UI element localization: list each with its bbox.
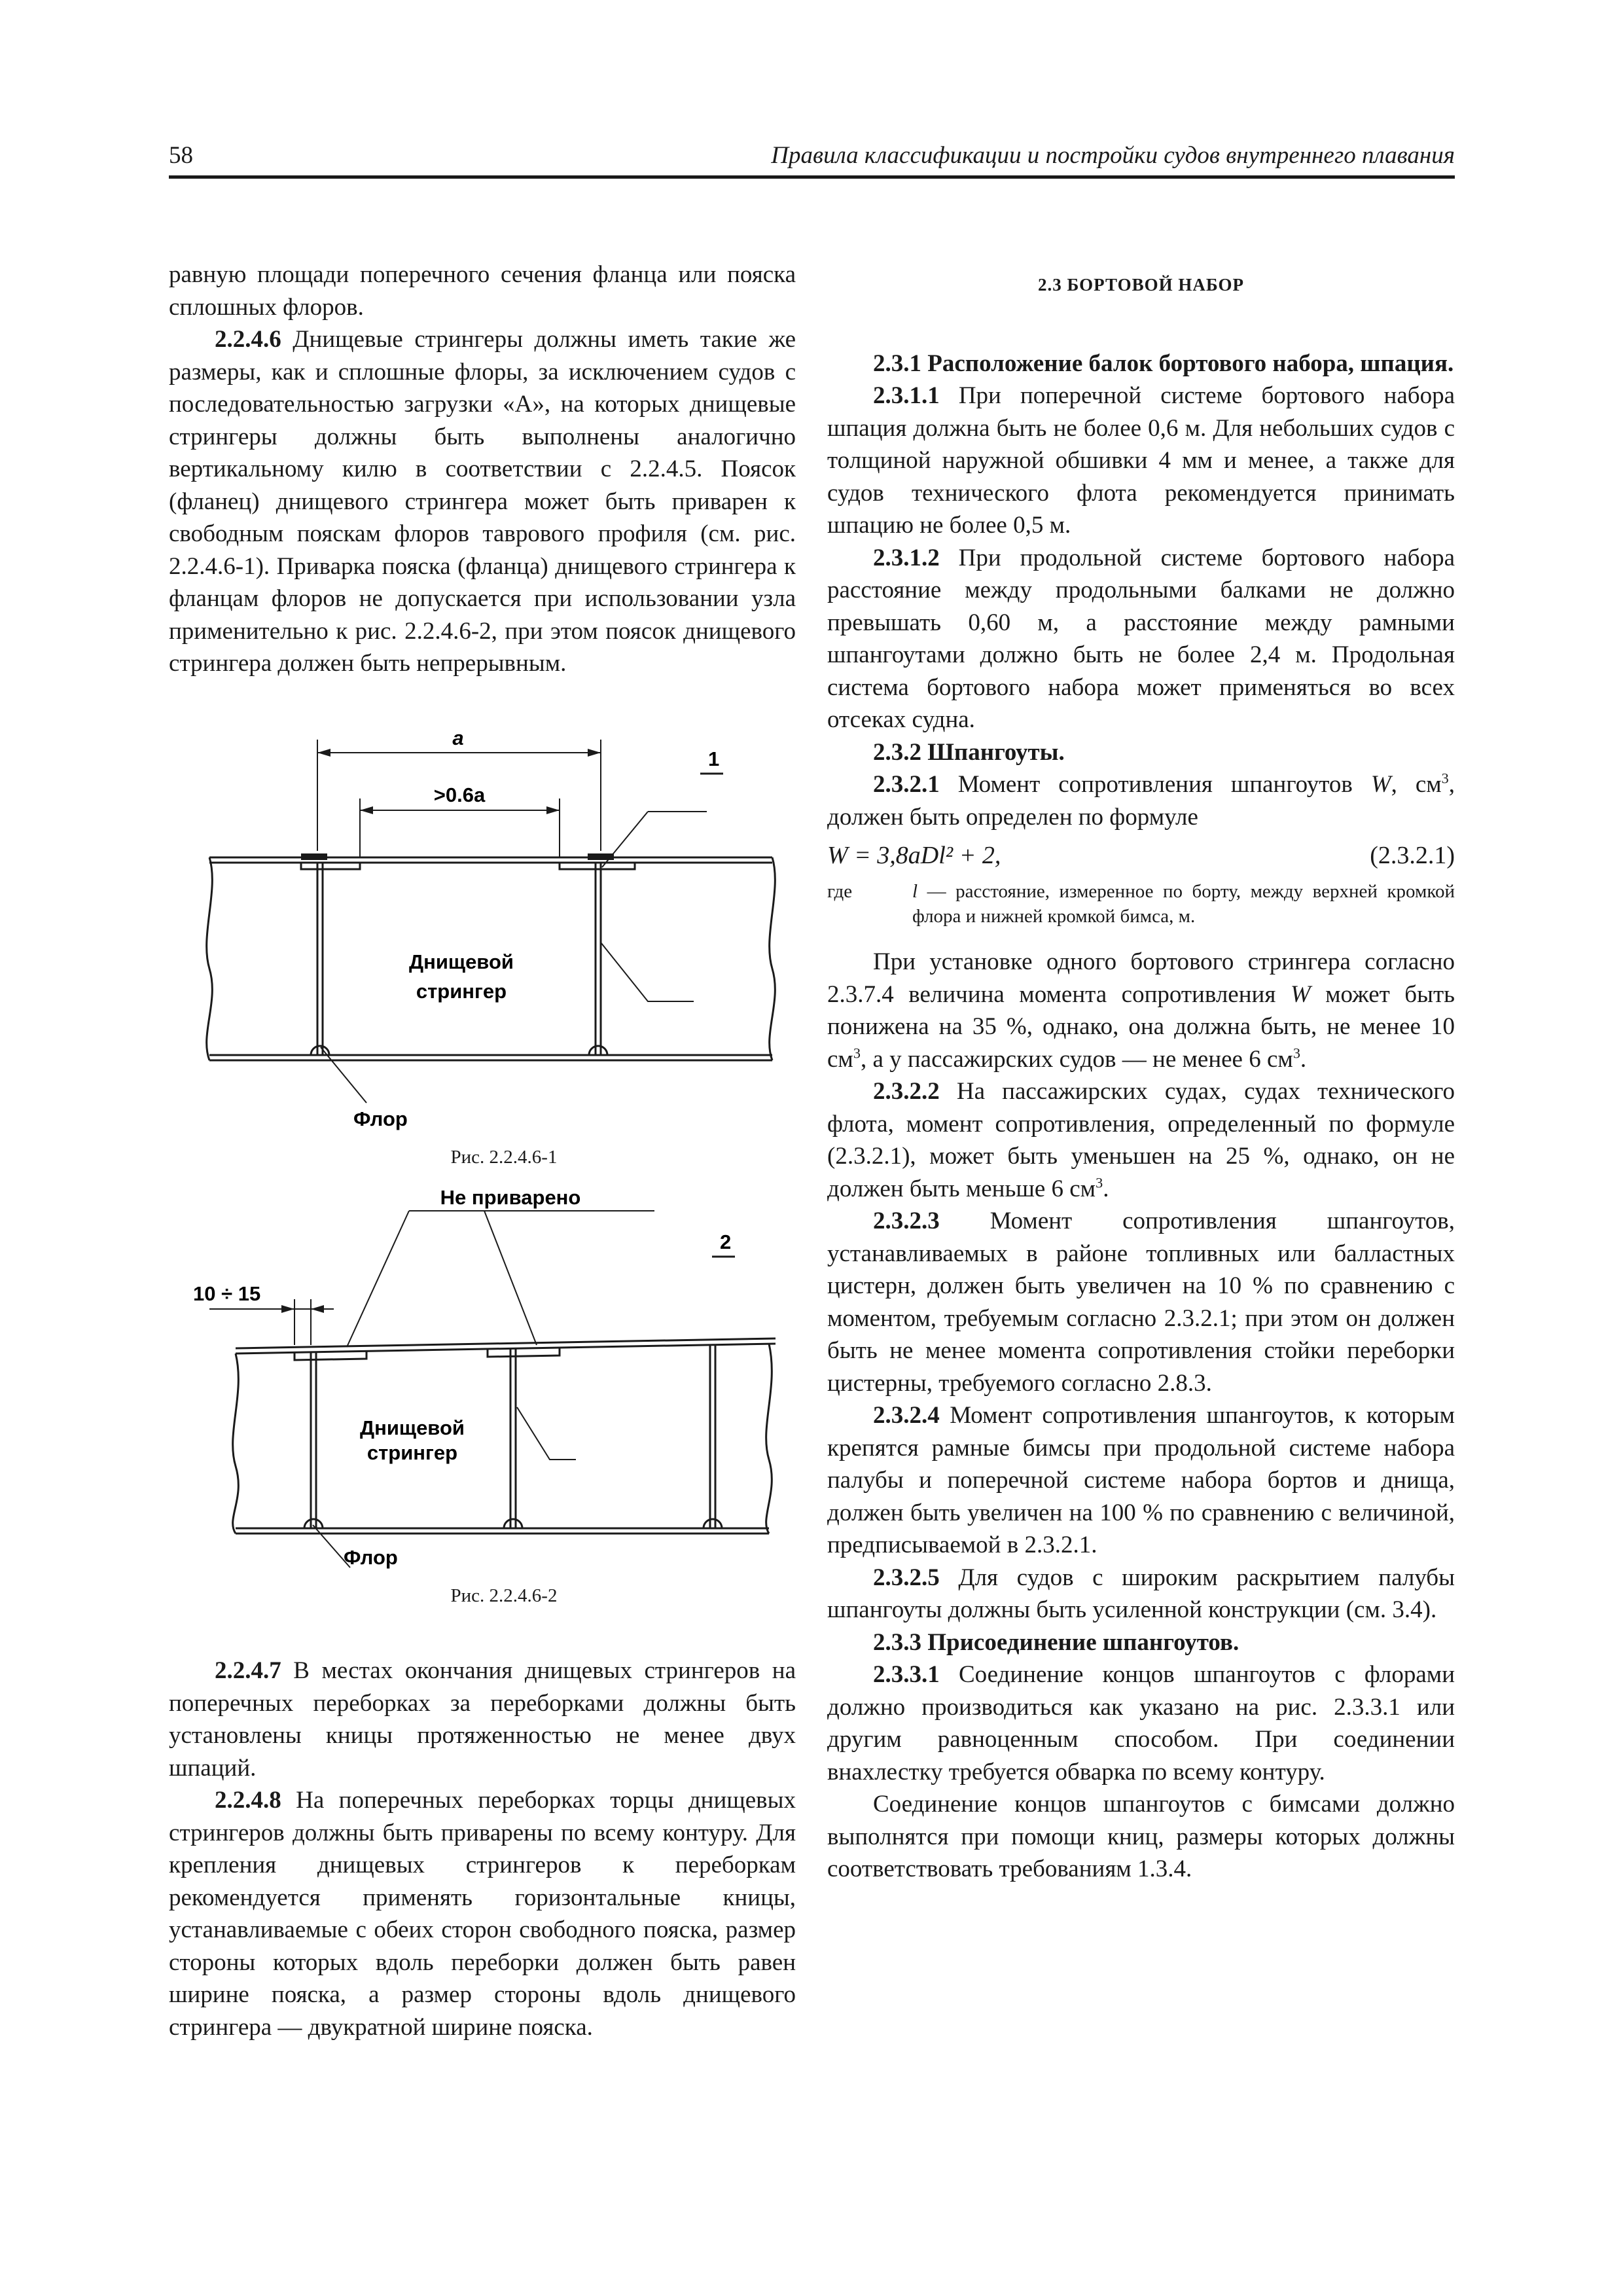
scallop-1 — [304, 1519, 323, 1528]
paragraph-2-3-1-2: 2.3.1.2 При продольной системе бортового набора расстояние между продольными балками не должно превышать 0,60 м, а расстояние между рамными шпангоутами должно быть не более 2,4 м. Продольная система бортового набора может применяться во всех отсеках судна. — [827, 544, 1455, 733]
stringer-label-line2: стрингер — [366, 1441, 458, 1464]
arrow-06a-left — [360, 806, 373, 814]
figure-2-caption: Рис. 2.2.4.6-2 — [450, 1585, 558, 1606]
arrow-gap-left — [281, 1305, 294, 1313]
heading-2-3-1: 2.3.1 Расположение балок бортового набора, шпация. — [873, 350, 1454, 377]
stringer-label-line1: Днищевой — [409, 950, 514, 973]
figure-1-caption: Рис. 2.2.4.6-1 — [450, 1147, 558, 1168]
paragraph-2-2-4-8: 2.2.4.8 На поперечных переборках торцы днищевых стрингеров должны быть приварены по всему контуру. Для крепления днищевых стрингеров к переборкам рекомендуется применять горизонтальные кницы, устанавливаемые с обеих сторон свободного пояска, размер стороны которых вдоль переборки должен быть равен ширине пояска, а размер стороны вдоль днищевого стрингера — двукратной ширине пояска. — [169, 1787, 796, 2041]
paragraph-2-3-2-2: 2.3.2.2 На пассажирских судах, судах технического флота, момент сопротивления, определенный по формуле (2.3.2.1), может быть уменьшен на 25 %, однако, он не должен быть меньше 6 $см^3$. — [827, 1078, 1455, 1202]
break-line-right — [766, 1344, 772, 1534]
floor-label: Флор — [353, 1107, 408, 1130]
paragraph-2-3-1-1: 2.3.1.1 При поперечной системе бортового набора шпация должна быть не более 0,6 м. Для небольших судов с толщиной наружной обшивки 4 мм и менее, а также для судов технического флота рекомендуется принимать шпацию не более 0,5 м. — [827, 382, 1455, 539]
arrow-06a-right — [546, 806, 560, 814]
scallop-2 — [504, 1519, 522, 1528]
paragraph-2-3-3-1: 2.3.3.1 Соединение концов шпангоутов с флорами должно производиться как указано на рис. 2.3.3.1 или другим равноценным способом. При соединении внахлестку требуется обварка по всему контуру. — [827, 1661, 1455, 1785]
weld-mark-right — [588, 853, 614, 860]
scallop-right — [589, 1046, 607, 1055]
formula-number: (2.3.2.1) — [1370, 842, 1455, 869]
paragraph-2-3-2-3: 2.3.2.3 Момент сопротивления шпангоутов, устанавливаемых в районе топливных или балластных цистерн, должен быть увеличен на 10 % по сравнению с моментом, требуемым согласно 2.3.2.1; при этом он должен быть не менее момента сопротивления стойки переборки цистерны, требуемого согласно 2.8.3. — [827, 1208, 1455, 1397]
break-line-right — [770, 857, 776, 1060]
paragraph-continued: равную площади поперечного сечения фланца или пояска сплошных флоров. — [169, 261, 796, 321]
header-rule — [169, 175, 1455, 179]
floor-label: Флор — [344, 1546, 398, 1569]
heading-2-3-3: 2.3.3 Присоединение шпангоутов. — [873, 1628, 1240, 1656]
paragraph-2-2-4-6: 2.2.4.6 Днищевые стрингеры должны иметь такие же размеры, как и сплошные флоры, за исключением судов с последовательностью загрузки «А», на которых днищевые стрингеры должны быть выполнены аналогично вертикальному килю в соответствии с 2.2.4.5. Поясок (фланец) днищевого стрингера может быть приварен к свободным пояскам флоров таврового профиля (см. рис. 2.2.4.6-1). Приварка пояска (фланца) днищевого стрингера к фланцам флоров не допускается при использовании узла применительно к рис. 2.2.4.6-2, при этом поясок днищевого стрингера должен быть непрерывным. — [169, 326, 796, 677]
paragraph-2-3-2-1: 2.3.2.1 Момент сопротивления шпангоутов W, $см^3$, должен быть определен по формуле — [827, 770, 1455, 831]
page-header — [169, 141, 1455, 181]
right-column — [827, 259, 1455, 1886]
arrow-a-left — [317, 749, 330, 757]
left-column-bottom — [169, 1655, 796, 2043]
page-number: 58 — [169, 142, 193, 169]
formula-text: W = 3,8aDl² + 2, — [827, 842, 1001, 869]
figure-2-2-4-6-1 — [196, 720, 785, 1139]
stringer-label-line1: Днищевой — [360, 1416, 465, 1439]
left-column-top — [169, 259, 796, 680]
leader-not-welded-2 — [484, 1211, 537, 1345]
dim-06a-label: >0.6a — [433, 783, 486, 806]
arrow-gap-right — [311, 1305, 324, 1313]
leader-not-welded-1 — [347, 1211, 409, 1347]
paragraph-2-3-2-5: 2.3.2.5 Для судов с широким раскрытием палубы шпангоуты должны быть усиленной конструкции (см. 3.4). — [827, 1564, 1455, 1623]
dim-a-label: a — [452, 726, 464, 749]
figure-number: 1 — [708, 747, 720, 770]
weld-mark-left — [301, 853, 327, 860]
stringer-label-line2: стрингер — [416, 980, 507, 1003]
formula-2-3-2-1 — [827, 837, 1455, 876]
break-line-left — [207, 857, 213, 1060]
paragraph-2-2-4-7: 2.2.4.7 В местах окончания днищевых стрингеров на поперечных переборках за переборками должны быть установлены кницы протяженностью не менее двух шпаций. — [169, 1657, 796, 1782]
where-word: где — [827, 881, 853, 902]
running-title: Правила классификации и постройки судов внутреннего плавания — [771, 142, 1455, 169]
where-definition: l — расстояние, измеренное по борту, между верхней кромкой флора и нижней кромкой бимса, м. — [912, 881, 1455, 927]
leader-stringer — [601, 942, 694, 1001]
paragraph-last: Соединение концов шпангоутов с бимсами должно выполнятся при помощи книц, размеры которых должны соответствовать требованиям 1.3.4. — [827, 1791, 1455, 1882]
paragraph-2-3-2-4: 2.3.2.4 Момент сопротивления шпангоутов, к которым крепятся рамные бимсы при продольной системе набора палубы и поперечной системе набора бортов и днища, должен быть увеличен на 100 % по сравнению с величиной, предписываемой в 2.3.2.1. — [827, 1402, 1455, 1558]
top-plating-line-2 — [236, 1344, 776, 1354]
break-line-left — [233, 1354, 239, 1534]
figure-2-2-4-6-2 — [183, 1186, 792, 1584]
top-plating-line — [236, 1338, 776, 1348]
arrow-a-right — [588, 749, 601, 757]
not-welded-label: Не приварено — [440, 1186, 581, 1209]
paragraph-after-formula: При установке одного бортового стрингера согласно 2.3.7.4 величина момента сопротивления W может быть понижена на 35 %, однако, она должна быть, не менее 10 $см^3$, а у пассажирских судов — не менее 6 $см^3$. — [827, 948, 1455, 1073]
heading-2-3-2: 2.3.2 Шпангоуты. — [873, 738, 1065, 766]
scallop-3 — [704, 1519, 722, 1528]
section-title: 2.3 БОРТОВОЙ НАБОР — [1037, 275, 1245, 295]
figure-number: 2 — [720, 1230, 732, 1253]
leader-stringer — [517, 1407, 576, 1460]
formula-where — [827, 879, 1455, 929]
dim-gap-label: 10 ÷ 15 — [193, 1282, 261, 1305]
